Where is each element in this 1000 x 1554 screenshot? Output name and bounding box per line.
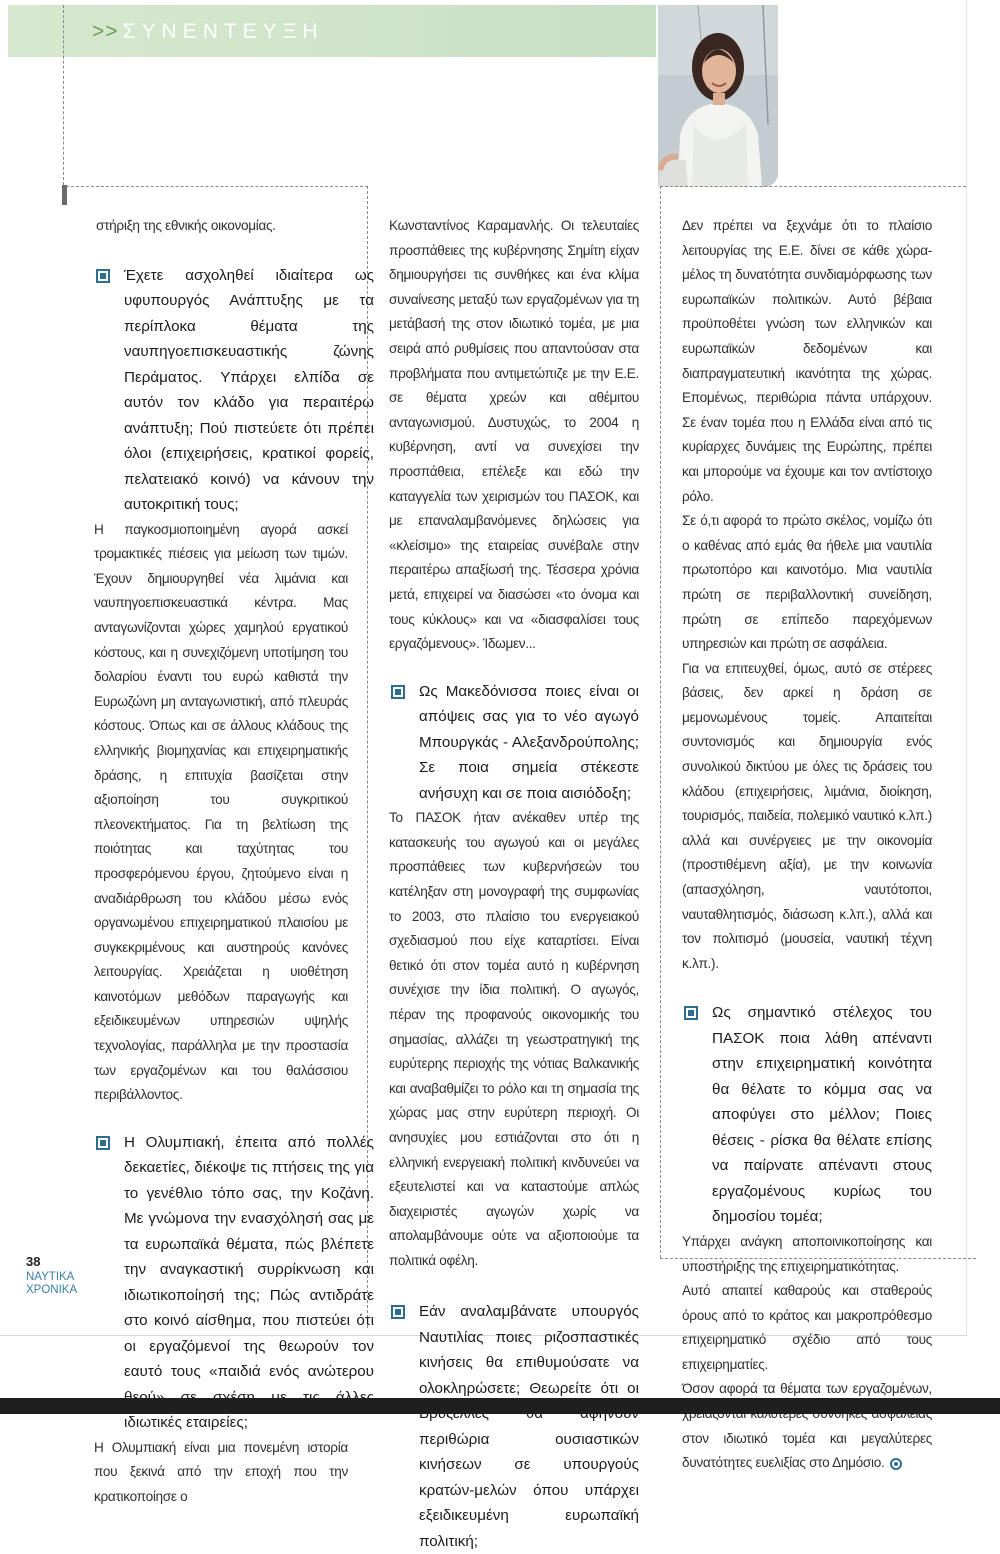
- question-4: [389, 1299, 639, 1554]
- column-1: [94, 214, 374, 1510]
- question-bullet-icon: [391, 685, 405, 699]
- question-2-text: Η Ολυμπιακή, έπειτα από πολλές δεκαετίες, διέκοψε τις πτήσεις της για το γενέθλιο τόπο σας, την Κοζάνη. Με γνώμονα την ενασχόλησή σας με τα ευρωπαϊκά θέματα, πώς βλέπετε την αναγκαστική συρρίκνωση και ιδιωτικοποίησή της; Πώς αντιδράτε στο κοινό αίσθημα, που πιστεύει ότι οι εργαζόμενοί της θεωρούν τον εαυτό τους «παιδιά ενός ανώτερου ιδιωτικές εταιρείες;: [124, 1133, 374, 1432]
- answer-5-p3-text: Όσον αφορά τα θέματα των εργαζομένων, στον ιδιωτικό τομέα και μεγαλύτερες δυνατότητες ευελιξίας στο Δημόσιο.: [682, 1381, 932, 1471]
- interviewee-photo: [658, 5, 778, 187]
- answer-5-p1: Υπάρχει ανάγκη αποποινικοποίησης και υποστήριξης της επιχειρηματικότητας.: [682, 1233, 932, 1274]
- magazine-name-line-1: ΝΑΥΤΙΚΑ: [26, 1271, 75, 1283]
- column-3: [682, 214, 932, 1476]
- answer-5-p2: Αυτό απαιτεί καθαρούς και σταθερούς όρους από το κράτος και μακροπρόθεσμο επιχειρηματικό σχέδιο από τους επιχειρηματίες.: [682, 1283, 932, 1372]
- magazine-name-line-2: ΧΡΟΝΙΚΑ: [26, 1284, 78, 1296]
- left-margin-rule: [63, 5, 64, 185]
- top-rule-right: [660, 186, 966, 187]
- answer-4-p1: Δεν πρέπει να ξεχνάμε ότι το πλαίσιο λειτουργίας της Ε.Ε. δίνει σε κάθε χώρα-μέλος τη δυνατότητα συνδιαμόρφωσης των ευρωπαϊκών πολιτικών. Αυτό βέβαια προϋποθέτει γνώση των ελληνικών και ευρωπαϊκών δεδομένων και διαπραγματευτική ικανότητα της χώρας. Επομένως, περιθώρια πάντα υπάρχουν. Σε έναν τομέα που η Ελλάδα είναι από τις κυρίαρχες δυνάμεις της Ευρώπης, πρέπει και μπορούμε να έχουμε και τον αντίστοιχο ρόλο.: [682, 218, 932, 504]
- column-2: [389, 214, 639, 1554]
- section-tag: [92, 20, 324, 44]
- answer-4-p3: Για να επιτευχθεί, όμως, αυτό σε στέρεες βάσεις, δεν αρκεί η δράση σε μεμονωμένους τομείς. Απαιτείται συντονισμός και δημιουργία ενός συνολικού δικτύου με όλες τις δράσεις του κλάδου (επιχειρήσεις, λιμάνια, διοίκηση, τουρισμός, παιδεία, πολεμικό ναυτικό κ.λπ.) αλλά και συνέργειες με την οικονομία (προστιθέμενη αξία), με την κοινωνία (απασχόληση, ναυτότοποι, ναυταθλητισμός, διάσωση κ.λπ.), αλλά και τον πολιτισμό (μουσεία, ναυτική τέχνη κ.λπ.).: [682, 660, 932, 971]
- scan-edge-bar: [0, 1398, 1000, 1414]
- section-title: ΣΥΝΕΝΤΕΥΞΗ: [122, 20, 324, 43]
- answer-2-continued: Κωνσταντίνος Καραμανλής. Οι τελευταίες προσπάθειες της κυβέρνησης Σημίτη είχαν δημιουργήσει τις συνθήκες και ένα κλίμα συναίνεσης μεταξύ των εργαζομένων για τη μετάβασή της στον ιδιωτικό τομέα, με μια σειρά από ρυθμίσεις που απαντούσαν στα προβλήματα που αντιμετώπιζε με την Ε.Ε. σε θέματα χρεών και αθέμιτου ανταγωνισμού. Δυστυχώς, το 2004 η κυβέρνηση, αντί να συνεχίσει την προσπάθεια, επέλεξε και εδώ την καταγγελία των χειρισμών του ΠΑΣΟΚ, και με επαναλαμβανόμενες δηλώσεις για «κλείσιμο» της εταιρείας συνέβαλε στην περαιτέρω απαξίωσή της. Τέσσερα χρόνια μετά, επιχειρεί να διασώσει «το όνομα και τους κύκλους» και να «διασφαλίσει τους εργαζόμενους». Ίδωμεν...: [389, 218, 639, 652]
- question-bullet-icon: [684, 1006, 698, 1020]
- intro-text: στήριξη της εθνικής οικονομίας.: [96, 218, 276, 233]
- column-marker: [62, 185, 67, 205]
- question-5-text: Ως σημαντικό στέλεχος του ΠΑΣΟΚ ποια λάθη απέναντι στην επιχειρηματική κοινότητα θα θέλατε το κόμμα σας να αποφύγει στο μέλλον; Ποιες θέσεις - ρίσκα θα θέλατε επίσης να παίρνατε απέναντι στους εργαζομένους κυρίως του δημοσίου τομέα;: [712, 1004, 932, 1226]
- question-3: [389, 679, 639, 807]
- answer-5-p3: [682, 1377, 932, 1475]
- answer-1: Η παγκοσμιοποιημένη αγορά ασκεί τρομακτικές πιέσεις για μείωση των τιμών. Έχουν δημιουργηθεί νέα λιμάνια και ναυπηγοεπισκευαστικά κέντρα. Μας ανταγωνίζονται χώρες χαμηλού εργατικού κόστους, και η συνεχιζόμενη υποτίμηση του δολαρίου έναντι του ευρώ καθιστά την Ευρωζώνη μη ανταγωνιστική, από πλευράς κόστους. Όπως και σε άλλους κλάδους της ελληνικής βιομηχανίας και επιχειρηματικής δράσης, η επιτυχία βασίζεται στην αξιοποίηση του συγκριτικού πλεονεκτήματος. Για τη βελτίωση της ποιότητας και ταχύτητας του προσφερόμενου έργου, ζητούμενο είναι η αναδιάρθρωση του κλάδου μέσω ενός οργανωμένου επιχειρηματικού πλαισίου με συγκεκριμένους και αυστηρούς κανόνες λειτουργίας. Χρειάζεται η υιοθέτηση καινοτόμων μεθόδων παραγωγής και εξειδικευμένων υπηρεσιών υψηλής τεχνολογίας, παράλληλα με την προστασία των εργαζομένων και του θαλάσσιου περιβάλλοντος.: [94, 521, 348, 1103]
- top-rule: [66, 186, 368, 187]
- question-1-text: Έχετε ασχοληθεί ιδιαίτερα ως υφυπουργός Ανάπτυξης με τα περίπλοκα θέματα της ναυπηγοεπισκευαστικής ζώνης Περάματος. Υπάρχει ελπίδα σε αυτόν τον κλάδο για περαιτέρω ανάπτυξη; Πού πιστεύετε ότι πρέπει όλοι (επιχειρήσεις, κρατικοί φορείς, πελατειακό κοινό) να κάνουν την αυτοκριτική τους;: [124, 266, 374, 514]
- answer-3: Το ΠΑΣΟΚ ήταν ανέκαθεν υπέρ της κατασκευής του αγωγού και οι μεγάλες προσπάθειες των κυβερνήσεών του κατέληξαν στη μονογραφή της συμφωνίας το 2003, στο πλαίσιο του ενεργειακού σχεδιασμού που είχε καταρτίσει. Είναι θετικό ότι στον τομέα αυτό η κυβέρνηση συνέχισε την ίδια πολιτική. Ο αγωγός, πέραν της προφανούς οικονομικής του σημασίας, αλλάζει τη γεωστρατηγική της ευρύτερης περιοχής της νότιας Βαλκανικής και αναβαθμίζει το ρόλο και τη σημασία της χώρας μας στην ευρύτερη περιοχή. Οι ανησυχίες μου εστιάζονται στο ότι η ελληνική ενεργειακή πολιτική κινδυνεύει να εξευτελιστεί και να καταστούμε απλώς διαχειριστές αγωγών χωρίς να απολαμβάνουμε ούτε να αξιοποιούμε τα πολιτικά οφέλη.: [389, 810, 639, 1268]
- answer-2: Η Ολυμπιακή είναι μια πονεμένη ιστορία που ξεκινά από την εποχή που την κρατικοποίησε ο: [94, 1439, 348, 1505]
- question-bullet-icon: [391, 1305, 405, 1319]
- question-bullet-icon: [96, 1136, 110, 1150]
- section-arrows: >>: [92, 20, 119, 43]
- answer-4-p2: Σε ό,τι αφορά το πρώτο σκέλος, νομίζω ότι ο καθένας από εμάς θα ήθελε μια ναυτιλία πρωτοπόρο και καινοτόμο. Μια ναυτιλία πρώτη σε περιβαλλοντική συνείδηση, πρώτη σε επίπεδο παρεχόμενων υπηρεσιών και πρώτη σε ασφάλεια.: [682, 513, 932, 652]
- question-1: [94, 263, 374, 518]
- question-bullet-icon: [96, 269, 110, 283]
- question-3-text: Ως Μακεδόνισσα ποιες είναι οι απόψεις σας για το νέο αγωγό Μπουργκάς - Αλεξανδρούπολης; Σε ποια σημεία στέκεστε ανήσυχη και σε ποια αισιόδοξη;: [419, 682, 639, 802]
- page-number: 38: [26, 1254, 41, 1269]
- question-5: [682, 1000, 932, 1230]
- magazine-name: [26, 1271, 77, 1297]
- column-rule-2: [660, 186, 661, 1258]
- question-2: [94, 1130, 374, 1436]
- end-of-article-icon: [890, 1458, 902, 1470]
- question-4-text: Εάν αναλαμβάνατε υπουργός Ναυτιλίας ποιες ριζοσπαστικές κινήσεις θα επιθυμούσατε να ολοκληρώσετε; Θεωρείτε ότι οι περιθώρια ουσιαστικών κινήσεων σε υπουργούς κρατών-μελών όπου υπάρχει εξειδικευμένη ευρωπαϊκή πολιτική;: [419, 1303, 639, 1550]
